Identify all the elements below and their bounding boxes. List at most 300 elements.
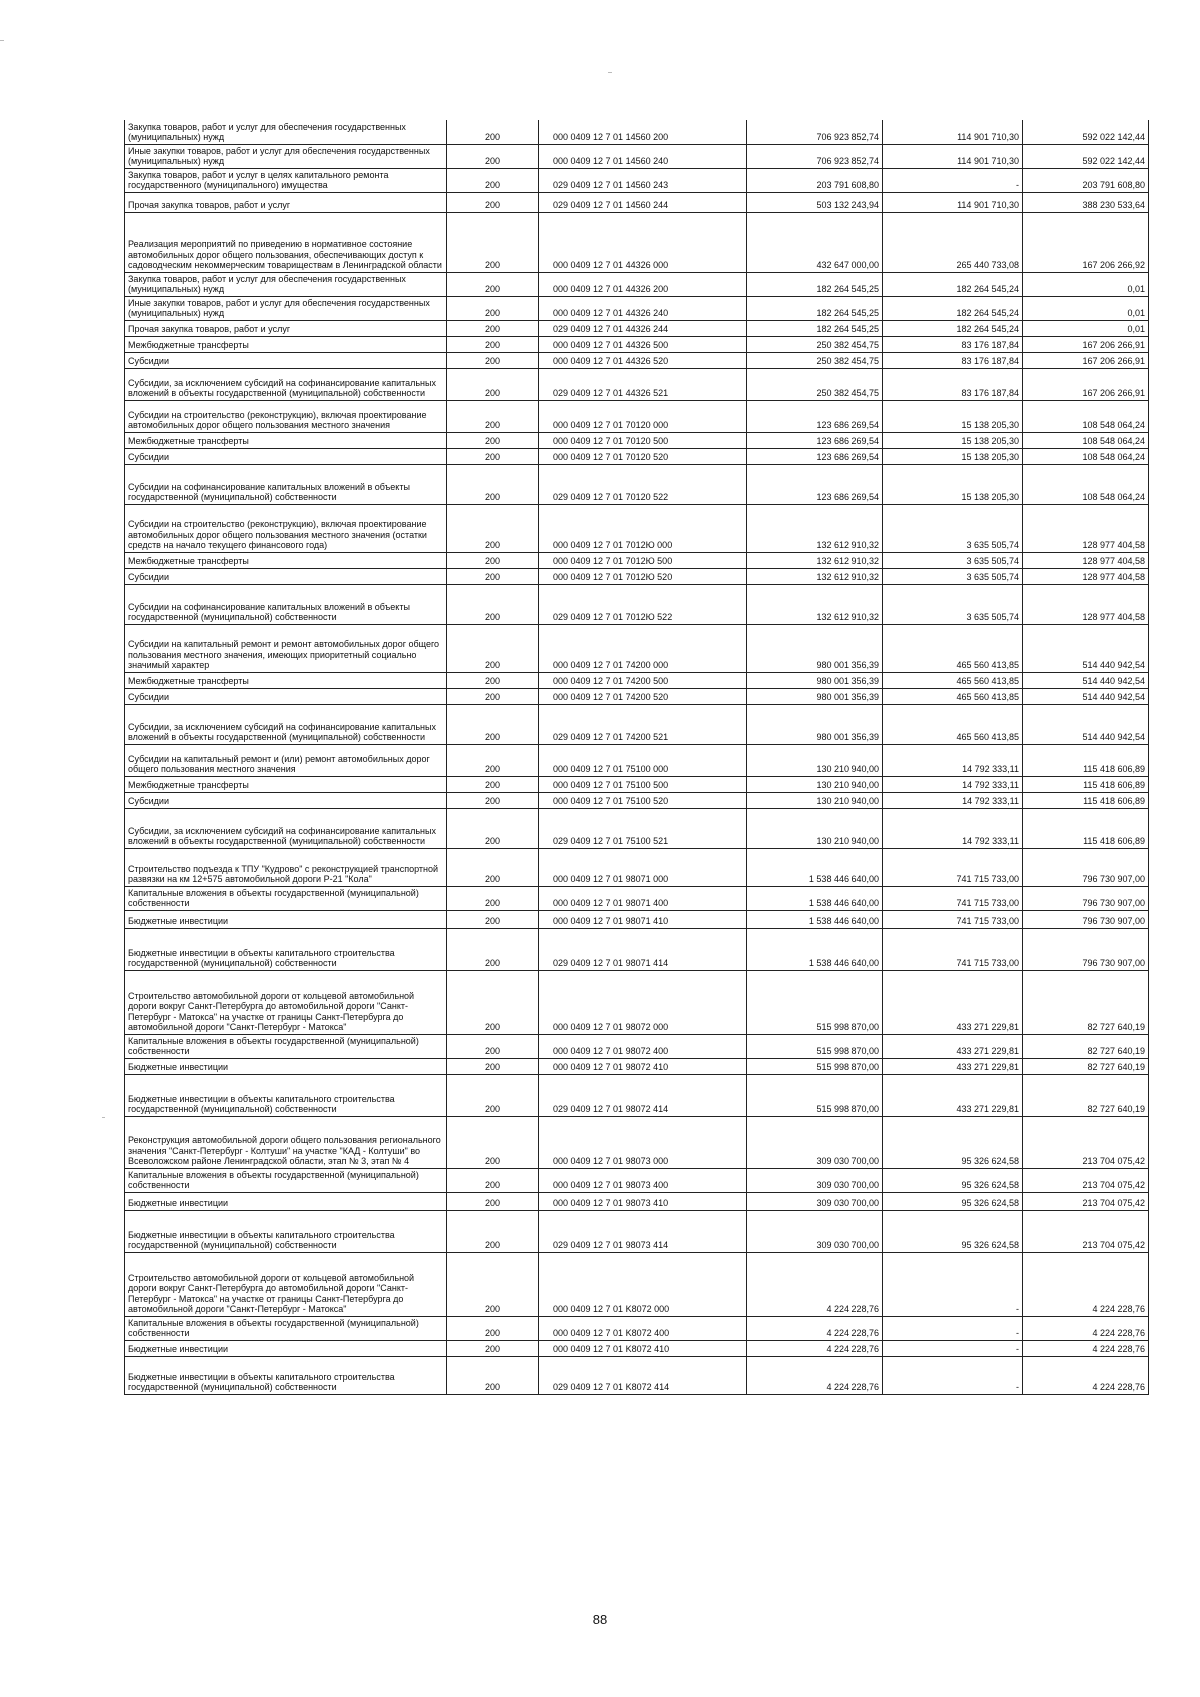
row-classification-code: 000 0409 12 7 01 70120 520	[539, 448, 747, 464]
row-unexecuted-amount: 796 730 907,00	[1023, 928, 1149, 970]
row-unexecuted-amount: 796 730 907,00	[1023, 886, 1149, 910]
table-row	[125, 368, 1149, 400]
row-unexecuted-amount: 4 224 228,76	[1023, 1356, 1149, 1394]
row-unexecuted-amount: 108 548 064,24	[1023, 400, 1149, 432]
row-executed-amount: 95 326 624,58	[883, 1192, 1023, 1210]
table-row	[125, 808, 1149, 848]
row-name: Капитальные вложения в объекты государственной (муниципальной) собственности	[125, 1168, 447, 1192]
row-name: Субсидии	[125, 568, 447, 584]
row-executed-amount: 3 635 505,74	[883, 552, 1023, 568]
row-line-code: 200	[447, 1210, 539, 1252]
row-executed-amount: 182 264 545,24	[883, 320, 1023, 336]
row-name: Закупка товаров, работ и услуг для обеспечения государственных (муниципальных) нужд	[125, 272, 447, 296]
row-name: Строительство подъезда к ТПУ "Кудрово" с реконструкцией транспортной развязки на км 12+575 автомобильной дороги Р-21 "Кола"	[125, 848, 447, 886]
table-row	[125, 584, 1149, 624]
row-line-code: 200	[447, 448, 539, 464]
table-row	[125, 1340, 1149, 1356]
row-classification-code: 029 0409 12 7 01 70120 522	[539, 464, 747, 504]
row-executed-amount: 95 326 624,58	[883, 1210, 1023, 1252]
row-name: Субсидии на софинансирование капитальных вложений в объекты государственной (муниципальной) собственности	[125, 584, 447, 624]
row-classification-code: 029 0409 12 7 01 14560 243	[539, 168, 747, 192]
row-approved-amount: 250 382 454,75	[747, 336, 883, 352]
row-unexecuted-amount: 167 206 266,91	[1023, 352, 1149, 368]
table-row	[125, 1252, 1149, 1316]
row-approved-amount: 1 538 446 640,00	[747, 928, 883, 970]
row-classification-code: 029 0409 12 7 01 98071 414	[539, 928, 747, 970]
row-classification-code: 000 0409 12 7 01 98072 000	[539, 970, 747, 1034]
row-unexecuted-amount: 167 206 266,92	[1023, 212, 1149, 272]
row-unexecuted-amount: 4 224 228,76	[1023, 1316, 1149, 1340]
row-unexecuted-amount: 514 440 942,54	[1023, 704, 1149, 744]
row-approved-amount: 309 030 700,00	[747, 1168, 883, 1192]
table-row	[125, 624, 1149, 672]
row-line-code: 200	[447, 584, 539, 624]
row-name: Бюджетные инвестиции в объекты капитального строительства государственной (муниципальной) собственности	[125, 1074, 447, 1116]
row-line-code: 200	[447, 848, 539, 886]
table-row	[125, 296, 1149, 320]
row-classification-code: 029 0409 12 7 01 14560 244	[539, 192, 747, 212]
table-row	[125, 192, 1149, 212]
row-executed-amount: 15 138 205,30	[883, 432, 1023, 448]
row-classification-code: 000 0409 12 7 01 70120 500	[539, 432, 747, 448]
row-name: Бюджетные инвестиции	[125, 1340, 447, 1356]
row-line-code: 200	[447, 212, 539, 272]
row-executed-amount: 83 176 187,84	[883, 352, 1023, 368]
row-line-code: 200	[447, 688, 539, 704]
row-executed-amount: 3 635 505,74	[883, 584, 1023, 624]
row-executed-amount: 15 138 205,30	[883, 448, 1023, 464]
table-row	[125, 704, 1149, 744]
row-unexecuted-amount: 108 548 064,24	[1023, 432, 1149, 448]
row-line-code: 200	[447, 886, 539, 910]
row-name: Субсидии, за исключением субсидий на софинансирование капитальных вложений в объекты государственной (муниципальной) собственности	[125, 808, 447, 848]
row-name: Субсидии	[125, 352, 447, 368]
row-unexecuted-amount: 514 440 942,54	[1023, 688, 1149, 704]
row-line-code: 200	[447, 1252, 539, 1316]
row-executed-amount: 14 792 333,11	[883, 808, 1023, 848]
row-name: Субсидии	[125, 792, 447, 808]
row-approved-amount: 123 686 269,54	[747, 448, 883, 464]
row-classification-code: 000 0409 12 7 01 98071 400	[539, 886, 747, 910]
row-approved-amount: 250 382 454,75	[747, 368, 883, 400]
row-classification-code: 000 0409 12 7 01 44326 240	[539, 296, 747, 320]
row-approved-amount: 123 686 269,54	[747, 432, 883, 448]
table-row	[125, 688, 1149, 704]
table-row	[125, 1316, 1149, 1340]
row-executed-amount: 465 560 413,85	[883, 672, 1023, 688]
table-row	[125, 776, 1149, 792]
row-name: Субсидии, за исключением субсидий на софинансирование капитальных вложений в объекты государственной (муниципальной) собственности	[125, 368, 447, 400]
row-unexecuted-amount: 167 206 266,91	[1023, 368, 1149, 400]
row-executed-amount: -	[883, 1340, 1023, 1356]
row-classification-code: 000 0409 12 7 01 44326 200	[539, 272, 747, 296]
row-unexecuted-amount: 82 727 640,19	[1023, 1058, 1149, 1074]
row-unexecuted-amount: 108 548 064,24	[1023, 448, 1149, 464]
row-approved-amount: 515 998 870,00	[747, 1074, 883, 1116]
row-classification-code: 000 0409 12 7 01 75100 000	[539, 744, 747, 776]
row-unexecuted-amount: 4 224 228,76	[1023, 1252, 1149, 1316]
row-executed-amount: 83 176 187,84	[883, 368, 1023, 400]
row-line-code: 200	[447, 1356, 539, 1394]
row-approved-amount: 123 686 269,54	[747, 464, 883, 504]
row-approved-amount: 309 030 700,00	[747, 1192, 883, 1210]
row-unexecuted-amount: 82 727 640,19	[1023, 1074, 1149, 1116]
page-number: 88	[592, 1612, 608, 1627]
row-executed-amount: 3 635 505,74	[883, 504, 1023, 552]
table-row	[125, 970, 1149, 1034]
row-approved-amount: 123 686 269,54	[747, 400, 883, 432]
row-approved-amount: 250 382 454,75	[747, 352, 883, 368]
row-classification-code: 000 0409 12 7 01 98072 400	[539, 1034, 747, 1058]
row-unexecuted-amount: 592 022 142,44	[1023, 144, 1149, 168]
row-approved-amount: 130 210 940,00	[747, 744, 883, 776]
row-approved-amount: 706 923 852,74	[747, 120, 883, 144]
table-row	[125, 848, 1149, 886]
row-classification-code: 000 0409 12 7 01 7012Ю 500	[539, 552, 747, 568]
row-name: Прочая закупка товаров, работ и услуг	[125, 320, 447, 336]
table-row	[125, 272, 1149, 296]
row-name: Закупка товаров, работ и услуг в целях капитального ремонта государственного (муниципального) имущества	[125, 168, 447, 192]
row-executed-amount: 114 901 710,30	[883, 120, 1023, 144]
row-line-code: 200	[447, 120, 539, 144]
table-row	[125, 552, 1149, 568]
row-approved-amount: 130 210 940,00	[747, 808, 883, 848]
row-unexecuted-amount: 115 418 606,89	[1023, 792, 1149, 808]
row-classification-code: 000 0409 12 7 01 70120 000	[539, 400, 747, 432]
row-executed-amount: 182 264 545,24	[883, 296, 1023, 320]
row-unexecuted-amount: 0,01	[1023, 296, 1149, 320]
row-line-code: 200	[447, 168, 539, 192]
row-classification-code: 000 0409 12 7 01 14560 240	[539, 144, 747, 168]
row-approved-amount: 1 538 446 640,00	[747, 886, 883, 910]
row-line-code: 200	[447, 272, 539, 296]
row-executed-amount: 265 440 733,08	[883, 212, 1023, 272]
row-line-code: 200	[447, 970, 539, 1034]
row-approved-amount: 309 030 700,00	[747, 1116, 883, 1168]
row-name: Бюджетные инвестиции в объекты капитального строительства государственной (муниципальной) собственности	[125, 1210, 447, 1252]
row-approved-amount: 4 224 228,76	[747, 1316, 883, 1340]
row-classification-code: 000 0409 12 7 01 K8072 000	[539, 1252, 747, 1316]
row-approved-amount: 130 210 940,00	[747, 776, 883, 792]
table-row	[125, 1168, 1149, 1192]
row-executed-amount: 433 271 229,81	[883, 1058, 1023, 1074]
row-approved-amount: 503 132 243,94	[747, 192, 883, 212]
row-approved-amount: 515 998 870,00	[747, 1058, 883, 1074]
row-name: Капитальные вложения в объекты государственной (муниципальной) собственности	[125, 1034, 447, 1058]
row-classification-code: 000 0409 12 7 01 44326 500	[539, 336, 747, 352]
table-row	[125, 1074, 1149, 1116]
table-row	[125, 672, 1149, 688]
row-name: Прочая закупка товаров, работ и услуг	[125, 192, 447, 212]
row-approved-amount: 1 538 446 640,00	[747, 910, 883, 928]
row-line-code: 200	[447, 624, 539, 672]
row-approved-amount: 980 001 356,39	[747, 688, 883, 704]
row-line-code: 200	[447, 464, 539, 504]
row-executed-amount: 741 715 733,00	[883, 848, 1023, 886]
row-line-code: 200	[447, 1316, 539, 1340]
row-unexecuted-amount: 115 418 606,89	[1023, 744, 1149, 776]
scan-artifact	[608, 72, 612, 73]
row-unexecuted-amount: 592 022 142,44	[1023, 120, 1149, 144]
table-row	[125, 886, 1149, 910]
row-executed-amount: -	[883, 1252, 1023, 1316]
row-classification-code: 000 0409 12 7 01 75100 520	[539, 792, 747, 808]
row-executed-amount: 465 560 413,85	[883, 688, 1023, 704]
row-approved-amount: 1 538 446 640,00	[747, 848, 883, 886]
row-executed-amount: 14 792 333,11	[883, 776, 1023, 792]
table-row	[125, 212, 1149, 272]
row-name: Бюджетные инвестиции в объекты капитального строительства государственной (муниципальной) собственности	[125, 928, 447, 970]
row-approved-amount: 130 210 940,00	[747, 792, 883, 808]
row-approved-amount: 132 612 910,32	[747, 552, 883, 568]
row-name: Субсидии на строительство (реконструкцию), включая проектирование автомобильных дорог общего пользования местного значения (остатки средств на начало текущего финансового года)	[125, 504, 447, 552]
row-line-code: 200	[447, 1074, 539, 1116]
table-row	[125, 1192, 1149, 1210]
row-line-code: 200	[447, 336, 539, 352]
row-approved-amount: 132 612 910,32	[747, 504, 883, 552]
table-body	[125, 120, 1149, 1394]
row-approved-amount: 309 030 700,00	[747, 1210, 883, 1252]
row-approved-amount: 182 264 545,25	[747, 320, 883, 336]
table-row	[125, 1058, 1149, 1074]
row-executed-amount: 741 715 733,00	[883, 928, 1023, 970]
table-row	[125, 1034, 1149, 1058]
row-unexecuted-amount: 796 730 907,00	[1023, 848, 1149, 886]
row-classification-code: 000 0409 12 7 01 44326 520	[539, 352, 747, 368]
row-line-code: 200	[447, 1034, 539, 1058]
row-approved-amount: 132 612 910,32	[747, 568, 883, 584]
row-unexecuted-amount: 115 418 606,89	[1023, 808, 1149, 848]
row-name: Межбюджетные трансферты	[125, 336, 447, 352]
row-approved-amount: 515 998 870,00	[747, 1034, 883, 1058]
row-classification-code: 029 0409 12 7 01 74200 521	[539, 704, 747, 744]
row-approved-amount: 4 224 228,76	[747, 1340, 883, 1356]
row-approved-amount: 706 923 852,74	[747, 144, 883, 168]
row-name: Межбюджетные трансферты	[125, 672, 447, 688]
row-executed-amount: 83 176 187,84	[883, 336, 1023, 352]
table-row	[125, 120, 1149, 144]
row-approved-amount: 203 791 608,80	[747, 168, 883, 192]
row-executed-amount: 182 264 545,24	[883, 272, 1023, 296]
row-line-code: 200	[447, 504, 539, 552]
row-name: Закупка товаров, работ и услуг для обеспечения государственных (муниципальных) нужд	[125, 120, 447, 144]
row-approved-amount: 515 998 870,00	[747, 970, 883, 1034]
row-unexecuted-amount: 0,01	[1023, 272, 1149, 296]
row-name: Межбюджетные трансферты	[125, 432, 447, 448]
row-unexecuted-amount: 203 791 608,80	[1023, 168, 1149, 192]
row-unexecuted-amount: 213 704 075,42	[1023, 1192, 1149, 1210]
row-name: Субсидии	[125, 448, 447, 464]
row-executed-amount: 114 901 710,30	[883, 192, 1023, 212]
row-unexecuted-amount: 213 704 075,42	[1023, 1168, 1149, 1192]
row-name: Межбюджетные трансферты	[125, 552, 447, 568]
row-classification-code: 000 0409 12 7 01 98071 000	[539, 848, 747, 886]
row-line-code: 200	[447, 792, 539, 808]
table-row	[125, 320, 1149, 336]
table-row	[125, 400, 1149, 432]
row-classification-code: 000 0409 12 7 01 74200 500	[539, 672, 747, 688]
row-classification-code: 000 0409 12 7 01 14560 200	[539, 120, 747, 144]
row-line-code: 200	[447, 672, 539, 688]
row-classification-code: 000 0409 12 7 01 74200 520	[539, 688, 747, 704]
row-unexecuted-amount: 213 704 075,42	[1023, 1210, 1149, 1252]
row-unexecuted-amount: 108 548 064,24	[1023, 464, 1149, 504]
row-unexecuted-amount: 82 727 640,19	[1023, 1034, 1149, 1058]
row-name: Капитальные вложения в объекты государственной (муниципальной) собственности	[125, 1316, 447, 1340]
row-executed-amount: 433 271 229,81	[883, 970, 1023, 1034]
row-unexecuted-amount: 514 440 942,54	[1023, 672, 1149, 688]
row-unexecuted-amount: 4 224 228,76	[1023, 1340, 1149, 1356]
row-unexecuted-amount: 0,01	[1023, 320, 1149, 336]
row-line-code: 200	[447, 400, 539, 432]
scan-artifact	[0, 40, 4, 41]
row-classification-code: 000 0409 12 7 01 74200 000	[539, 624, 747, 672]
row-executed-amount: 95 326 624,58	[883, 1116, 1023, 1168]
row-classification-code: 029 0409 12 7 01 98072 414	[539, 1074, 747, 1116]
table-row	[125, 928, 1149, 970]
row-name: Субсидии, за исключением субсидий на софинансирование капитальных вложений в объекты государственной (муниципальной) собственности	[125, 704, 447, 744]
row-line-code: 200	[447, 352, 539, 368]
table-row	[125, 448, 1149, 464]
row-name: Капитальные вложения в объекты государственной (муниципальной) собственности	[125, 886, 447, 910]
row-name: Субсидии на софинансирование капитальных вложений в объекты государственной (муниципальной) собственности	[125, 464, 447, 504]
row-classification-code: 029 0409 12 7 01 44326 521	[539, 368, 747, 400]
table-row	[125, 504, 1149, 552]
row-executed-amount: -	[883, 1316, 1023, 1340]
row-unexecuted-amount: 796 730 907,00	[1023, 910, 1149, 928]
row-classification-code: 000 0409 12 7 01 K8072 410	[539, 1340, 747, 1356]
row-classification-code: 000 0409 12 7 01 7012Ю 520	[539, 568, 747, 584]
row-line-code: 200	[447, 704, 539, 744]
row-line-code: 200	[447, 1058, 539, 1074]
row-executed-amount: 433 271 229,81	[883, 1074, 1023, 1116]
row-line-code: 200	[447, 776, 539, 792]
row-executed-amount: 433 271 229,81	[883, 1034, 1023, 1058]
table-row	[125, 144, 1149, 168]
row-unexecuted-amount: 115 418 606,89	[1023, 776, 1149, 792]
row-approved-amount: 980 001 356,39	[747, 704, 883, 744]
row-line-code: 200	[447, 808, 539, 848]
row-classification-code: 029 0409 12 7 01 98073 414	[539, 1210, 747, 1252]
row-line-code: 200	[447, 320, 539, 336]
row-name: Бюджетные инвестиции	[125, 1058, 447, 1074]
row-executed-amount: 14 792 333,11	[883, 744, 1023, 776]
row-executed-amount: 95 326 624,58	[883, 1168, 1023, 1192]
row-line-code: 200	[447, 1192, 539, 1210]
row-classification-code: 000 0409 12 7 01 7012Ю 000	[539, 504, 747, 552]
row-approved-amount: 132 612 910,32	[747, 584, 883, 624]
row-unexecuted-amount: 514 440 942,54	[1023, 624, 1149, 672]
row-classification-code: 000 0409 12 7 01 98073 400	[539, 1168, 747, 1192]
table-row	[125, 792, 1149, 808]
row-classification-code: 000 0409 12 7 01 K8072 400	[539, 1316, 747, 1340]
row-line-code: 200	[447, 144, 539, 168]
row-classification-code: 000 0409 12 7 01 44326 000	[539, 212, 747, 272]
row-name: Реконструкция автомобильной дороги общего пользования регионального значения "Санкт-Петербург - Колтуши" на участке "КАД - Колтуши" во Всеволожском районе Ленинградской области, этап № 3, этап № 4	[125, 1116, 447, 1168]
row-approved-amount: 182 264 545,25	[747, 272, 883, 296]
row-unexecuted-amount: 128 977 404,58	[1023, 568, 1149, 584]
row-unexecuted-amount: 128 977 404,58	[1023, 584, 1149, 624]
row-executed-amount: 3 635 505,74	[883, 568, 1023, 584]
row-line-code: 200	[447, 1116, 539, 1168]
row-name: Бюджетные инвестиции	[125, 1192, 447, 1210]
table-row	[125, 910, 1149, 928]
row-name: Субсидии на капитальный ремонт и (или) ремонт автомобильных дорог общего пользования местного значения	[125, 744, 447, 776]
row-line-code: 200	[447, 368, 539, 400]
table-row	[125, 744, 1149, 776]
row-approved-amount: 182 264 545,25	[747, 296, 883, 320]
row-name: Субсидии	[125, 688, 447, 704]
row-line-code: 200	[447, 1168, 539, 1192]
row-executed-amount: 741 715 733,00	[883, 910, 1023, 928]
table-row	[125, 352, 1149, 368]
row-name: Строительство автомобильной дороги от кольцевой автомобильной дороги вокруг Санкт-Петербурга до автомобильной дороги "Санкт-Петербург - Матокса" на участке от границы Санкт-Петербурга до автомобильной дороги "Санкт-Петербург - Матокса"	[125, 1252, 447, 1316]
row-executed-amount: 741 715 733,00	[883, 886, 1023, 910]
row-classification-code: 000 0409 12 7 01 75100 500	[539, 776, 747, 792]
table-row	[125, 1210, 1149, 1252]
table-row	[125, 464, 1149, 504]
row-name: Строительство автомобильной дороги от кольцевой автомобильной дороги вокруг Санкт-Петербурга до автомобильной дороги "Санкт-Петербург - Матокса" на участке от границы Санкт-Петербурга до автомобильной дороги "Санкт-Петербург - Матокса"	[125, 970, 447, 1034]
row-line-code: 200	[447, 568, 539, 584]
row-classification-code: 000 0409 12 7 01 98072 410	[539, 1058, 747, 1074]
row-line-code: 200	[447, 432, 539, 448]
row-approved-amount: 4 224 228,76	[747, 1356, 883, 1394]
row-line-code: 200	[447, 744, 539, 776]
row-unexecuted-amount: 167 206 266,91	[1023, 336, 1149, 352]
row-unexecuted-amount: 388 230 533,64	[1023, 192, 1149, 212]
row-classification-code: 029 0409 12 7 01 75100 521	[539, 808, 747, 848]
row-name: Иные закупки товаров, работ и услуг для обеспечения государственных (муниципальных) нужд	[125, 144, 447, 168]
row-line-code: 200	[447, 192, 539, 212]
row-line-code: 200	[447, 910, 539, 928]
row-line-code: 200	[447, 552, 539, 568]
row-unexecuted-amount: 128 977 404,58	[1023, 552, 1149, 568]
row-unexecuted-amount: 82 727 640,19	[1023, 970, 1149, 1034]
row-name: Субсидии на строительство (реконструкцию), включая проектирование автомобильных дорог общего пользования местного значения	[125, 400, 447, 432]
row-line-code: 200	[447, 1340, 539, 1356]
row-executed-amount: 15 138 205,30	[883, 400, 1023, 432]
budget-execution-table	[124, 120, 1149, 1395]
row-classification-code: 029 0409 12 7 01 7012Ю 522	[539, 584, 747, 624]
row-executed-amount: -	[883, 168, 1023, 192]
row-name: Бюджетные инвестиции	[125, 910, 447, 928]
row-classification-code: 029 0409 12 7 01 K8072 414	[539, 1356, 747, 1394]
row-unexecuted-amount: 128 977 404,58	[1023, 504, 1149, 552]
row-classification-code: 029 0409 12 7 01 44326 244	[539, 320, 747, 336]
budget-table-sheet	[124, 120, 1148, 1395]
row-executed-amount: 465 560 413,85	[883, 704, 1023, 744]
table-row	[125, 432, 1149, 448]
table-row	[125, 168, 1149, 192]
table-row	[125, 568, 1149, 584]
table-row	[125, 336, 1149, 352]
row-name: Иные закупки товаров, работ и услуг для обеспечения государственных (муниципальных) нужд	[125, 296, 447, 320]
row-approved-amount: 980 001 356,39	[747, 624, 883, 672]
row-line-code: 200	[447, 296, 539, 320]
row-unexecuted-amount: 213 704 075,42	[1023, 1116, 1149, 1168]
row-executed-amount: 15 138 205,30	[883, 464, 1023, 504]
row-executed-amount: 465 560 413,85	[883, 624, 1023, 672]
scan-artifact	[102, 1117, 105, 1118]
row-approved-amount: 4 224 228,76	[747, 1252, 883, 1316]
table-row	[125, 1356, 1149, 1394]
row-name: Реализация мероприятий по приведению в нормативное состояние автомобильных дорог общего пользования, обеспечивающих доступ к садоводческим некоммерческим товариществам в Ленинградской области	[125, 212, 447, 272]
row-approved-amount: 980 001 356,39	[747, 672, 883, 688]
row-executed-amount: 114 901 710,30	[883, 144, 1023, 168]
row-approved-amount: 432 647 000,00	[747, 212, 883, 272]
row-line-code: 200	[447, 928, 539, 970]
row-name: Субсидии на капитальный ремонт и ремонт автомобильных дорог общего пользования местного значения, имеющих приоритетный социально значимый характер	[125, 624, 447, 672]
